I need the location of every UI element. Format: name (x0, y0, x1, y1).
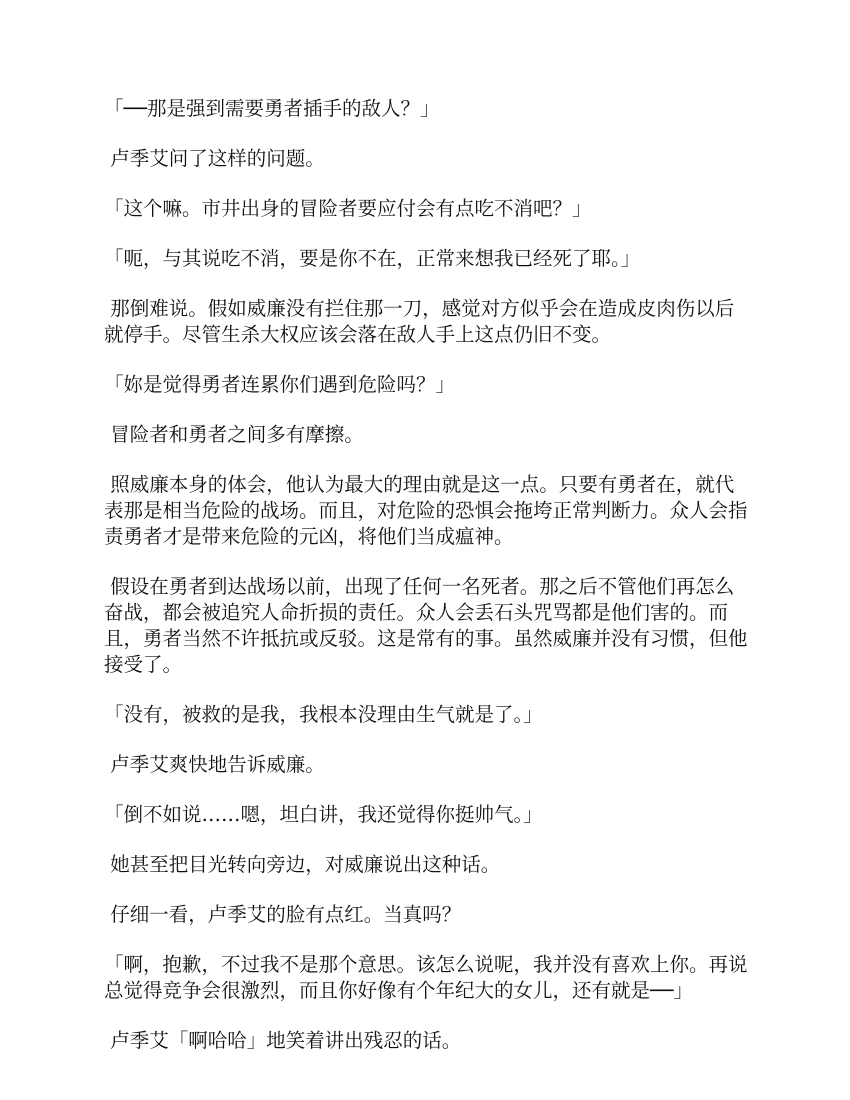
paragraph: 卢季艾问了这样的问题。 (104, 147, 325, 170)
paragraph: 「──那是强到需要勇者插手的敌人？」 (104, 97, 440, 120)
paragraph: 冒险者和勇者之间多有摩擦。 (104, 423, 364, 446)
paragraph: 假设在勇者到达战场以前，出现了任何一名死者。那之后不管他们再怎么奋战，都会被追究人命折损的责任。众人会丢石头咒骂都是他们害的。而且，勇者当然不许抵抗或反驳。这是常有的事。虽然威廉并没有习惯，但他接受了。 (104, 575, 748, 676)
paragraph: 仔细一看，卢季艾的脸有点红。当真吗？ (104, 903, 462, 926)
paragraph: 她甚至把目光转向旁边，对威廉说出这种话。 (104, 853, 501, 876)
paragraph: 照威廉本身的体会，他认为最大的理由就是这一点。只要有勇者在，就代表那是相当危险的战场。而且，对危险的恐惧会拖垮正常判断力。众人会指责勇者才是带来危险的元凶，将他们当成瘟神。 (104, 473, 748, 548)
paragraph: 「啊，抱歉，不过我不是那个意思。该怎么说呢，我并没有喜欢上你。再说总觉得竞争会很激烈，而且你好像有个年纪大的女儿，还有就是──」 (104, 953, 748, 1002)
document-body (104, 96, 752, 1078)
paragraph: 「这个嘛。市井出身的冒险者要应付会有点吃不消吧？」 (104, 197, 592, 220)
paragraph: 卢季艾爽快地告诉威廉。 (104, 753, 325, 776)
paragraph: 卢季艾「啊哈哈」地笑着讲出残忍的话。 (104, 1029, 462, 1052)
paragraph: 「呃，与其说吃不消，要是你不在，正常来想我已经死了耶。」 (104, 247, 641, 270)
paragraph: 那倒难说。假如威廉没有拦住那一刀，感觉对方似乎会在造成皮肉伤以后就停手。尽管生杀大权应该会落在敌人手上这点仍旧不变。 (104, 297, 735, 346)
paragraph: 「没有，被救的是我，我根本没理由生气就是了。」 (104, 703, 543, 726)
paragraph: 「妳是觉得勇者连累你们遇到危险吗？」 (104, 373, 456, 396)
paragraph: 「倒不如说……嗯，坦白讲，我还觉得你挺帅气。」 (104, 803, 543, 826)
